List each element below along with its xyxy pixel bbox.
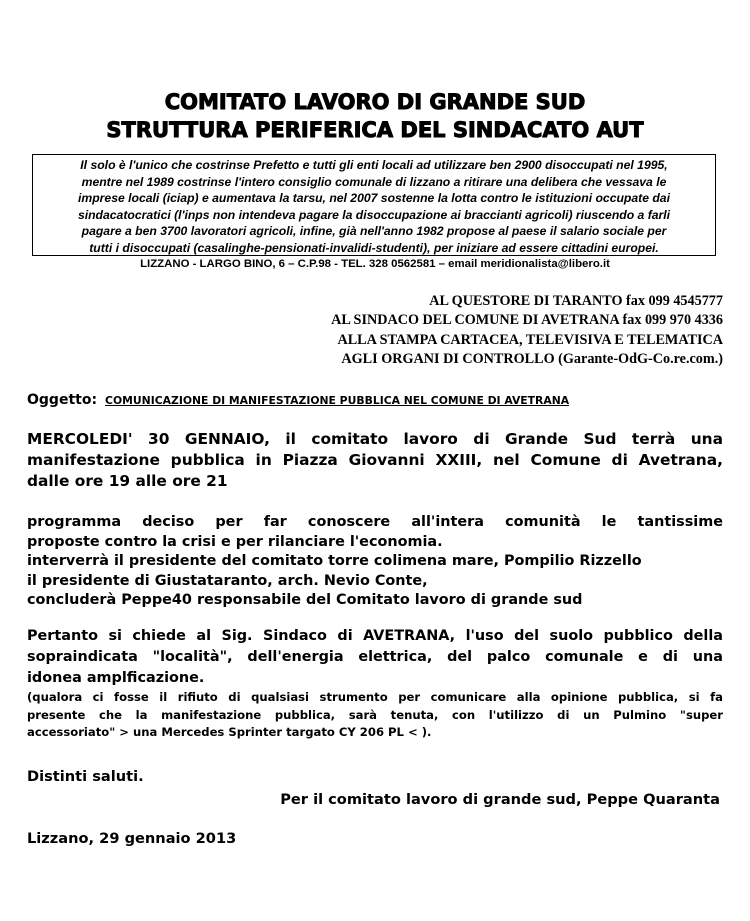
paragraph-announcement bbox=[27, 429, 723, 493]
intro-line: tutti i disoccupati (casalinghe-pensionati-invalidi-studenti), per iniziare ad essere cittadini europei. bbox=[89, 240, 659, 255]
date-line: Lizzano, 29 gennaio 2013 bbox=[27, 830, 237, 847]
subject-line bbox=[27, 389, 569, 408]
paragraph-line: manifestazione pubblica in Piazza Giovanni XXIII, nel Comune di Avetrana, bbox=[27, 451, 723, 470]
intro-line: pagare a ben 3700 lavoratori agricoli, infine, già nell'anno 1982 propose al paese il salario sociale per bbox=[81, 224, 667, 239]
paragraph-line: MERCOLEDI' 30 GENNAIO, il comitato lavoro di Grande Sud terrà una bbox=[27, 430, 723, 448]
closing-salutation: Distinti saluti. bbox=[27, 768, 144, 785]
intro-line: imprese locali (iciap) e aumentava la tarsu, nel 2007 sostenne la lotta contro le istituzioni occupate dai bbox=[78, 191, 670, 206]
header-title-line1: COMITATO LAVORO DI GRANDE SUD bbox=[164, 90, 586, 114]
paragraph-line: presente che la manifestazione pubblica, sarà tenuta, con l'utilizzo di un Pulmino "super bbox=[27, 707, 723, 722]
paragraph-line: concluderà Peppe40 responsabile del Comitato lavoro di grande sud bbox=[27, 592, 583, 608]
intro-text bbox=[32, 157, 716, 257]
header-title-line2: STRUTTURA PERIFERICA DEL SINDACATO AUT bbox=[106, 118, 644, 142]
recipient-line: AL SINDACO DEL COMUNE DI AVETRANA fax 099 970 4336 bbox=[331, 312, 723, 329]
subject-text: COMUNICAZIONE DI MANIFESTAZIONE PUBBLICA NEL COMUNE DI AVETRANA bbox=[105, 394, 570, 407]
intro-line: Il solo è l'unico che costrinse Prefetto e tutti gli enti locali ad utilizzare ben 2900 disoccupati nel 1995, bbox=[80, 158, 668, 172]
paragraph-line: proposte contro la crisi e per rilanciare l'economia. bbox=[27, 533, 443, 550]
paragraph-line: Pertanto si chiede al Sig. Sindaco di AVETRANA, l'uso del suolo pubblico della bbox=[27, 628, 723, 644]
paragraph-line: sopraindicata "località", dell'energia elettrica, del palco comunale e di una bbox=[27, 649, 723, 665]
signature-line: Per il comitato lavoro di grande sud, Peppe Quaranta bbox=[280, 791, 720, 808]
recipient-line: AL QUESTORE DI TARANTO fax 099 4545777 bbox=[429, 293, 723, 309]
paragraph-request bbox=[27, 626, 723, 689]
recipients-block bbox=[331, 292, 723, 370]
paragraph-line: interverrà il presidente del comitato torre colimena mare, Pompilio Rizzello bbox=[27, 553, 642, 569]
paragraph-note bbox=[27, 689, 723, 742]
paragraph-program bbox=[27, 513, 723, 611]
paragraph-line: il presidente di Giustataranto, arch. Nevio Conte, bbox=[27, 572, 428, 589]
recipient-line: ALLA STAMPA CARTACEA, TELEVISIVA E TELEMATICA bbox=[337, 331, 723, 348]
recipient-line: AGLI ORGANI DI CONTROLLO (Garante-OdG-Co.re.com.) bbox=[341, 351, 723, 368]
paragraph-line: (qualora ci fosse il rifiuto di qualsiasi strumento per comunicare alla opinione pubblica, si fa bbox=[27, 690, 723, 704]
paragraph-line: programma deciso per far conoscere all'intera comunità le tantissime bbox=[27, 514, 723, 530]
contact-line: LIZZANO - LARGO BINO, 6 – C.P.98 - TEL. 328 0562581 – email meridionalista@libero.it bbox=[140, 258, 610, 270]
paragraph-line: idonea amplficazione. bbox=[27, 670, 205, 686]
paragraph-line: accessoriato" > una Mercedes Sprinter targato CY 206 PL < ). bbox=[27, 725, 432, 739]
intro-line: mentre nel 1989 costrinse l'intero consiglio comunale di lizzano a ritirare una delibera che vessava le bbox=[81, 174, 667, 189]
paragraph-line: dalle ore 19 alle ore 21 bbox=[27, 472, 228, 491]
subject-label: Oggetto: bbox=[27, 392, 98, 408]
intro-line: sindacatocratici (l'inps non intendeva pagare la disoccupazione ai braccianti agricoli) riuscendo a farli bbox=[77, 207, 671, 222]
